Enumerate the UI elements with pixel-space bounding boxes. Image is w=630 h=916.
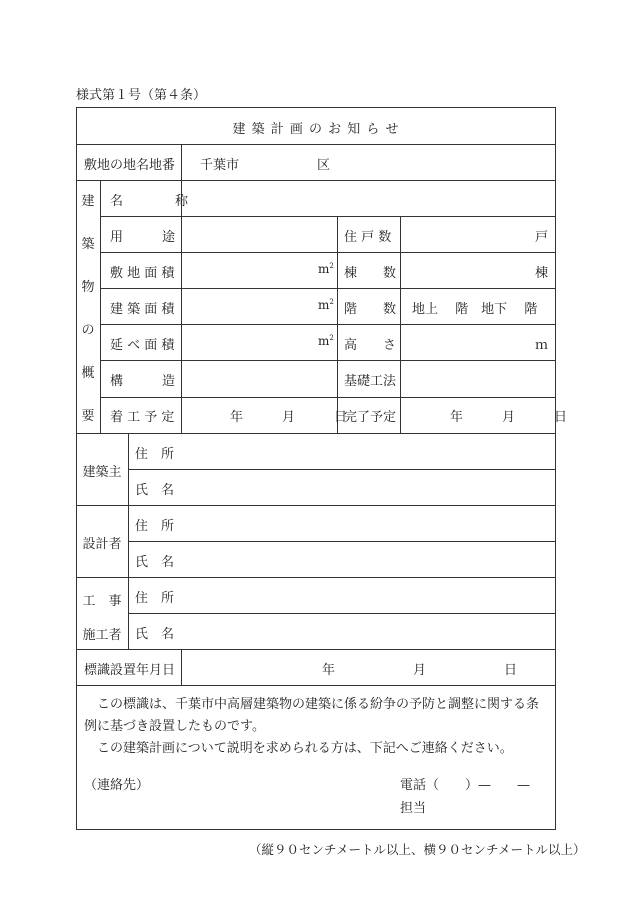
divider (76, 144, 556, 145)
divider (128, 541, 556, 542)
area-unit: $m^2$ (318, 262, 334, 276)
start-label: 着 工 予 定 (110, 410, 175, 425)
foundation-label: 基礎工法 (344, 374, 397, 389)
start-date-value: 年 月 日 (230, 410, 348, 425)
designer-name-label: 氏 名 (135, 555, 175, 570)
use-label: 用 途 (110, 230, 176, 245)
notice-text (84, 694, 550, 760)
divider (76, 649, 556, 650)
building-count-label: 棟 数 (344, 266, 397, 281)
divider (181, 144, 182, 433)
divider (400, 216, 401, 433)
contact-label: （連絡先） (84, 778, 150, 793)
divider (128, 469, 556, 470)
floors-label: 階 数 (344, 302, 397, 317)
dwelling-label: 住 戸 数 (344, 230, 392, 245)
notice-line: この建築計画について説明を求められる方は、下記へご連絡ください。 (97, 741, 513, 756)
contact-person: 担当 (400, 801, 427, 816)
constructor-address-label: 住 所 (135, 591, 175, 606)
complete-date-value: 年 月 日 (450, 410, 568, 425)
overview-heading-char: 要 (81, 409, 95, 424)
contact-phone: 電話（ ）— — (400, 778, 531, 793)
divider (100, 397, 556, 398)
floors-value: 地上 階 地下 階 (412, 302, 538, 317)
site-area-label: 敷 地 面 積 (110, 266, 175, 281)
owner-label: 建築主 (82, 465, 122, 480)
divider (100, 324, 556, 325)
name-label: 名 称 (110, 194, 189, 209)
site-value: 千葉市 区 (200, 158, 331, 173)
divider (100, 288, 556, 289)
divider (128, 613, 556, 614)
building-area-label: 建 築 面 積 (110, 302, 175, 317)
divider (100, 216, 556, 217)
divider (181, 649, 182, 685)
divider (76, 577, 556, 578)
overview-heading-char: 築 (81, 237, 95, 252)
floor-area-label: 延 ベ 面 積 (110, 338, 175, 353)
sign-date-label: 標識設置年月日 (84, 663, 176, 678)
divider (76, 180, 556, 181)
height-label: 高 さ (344, 338, 397, 353)
sign-date-value: 年 月 日 (322, 663, 518, 678)
divider (76, 505, 556, 506)
overview-heading-char: 物 (81, 280, 95, 295)
divider (337, 216, 338, 433)
size-note: （縦９０センチメートル以上、横９０センチメートル以上） (249, 842, 586, 857)
constructor-name-label: 氏 名 (135, 627, 175, 642)
overview-heading-char: 建 (81, 194, 95, 209)
area-unit: $m^2$ (318, 298, 334, 312)
site-label: 敷地の地名地番 (84, 158, 176, 173)
divider (100, 180, 101, 433)
divider (100, 360, 556, 361)
divider (100, 252, 556, 253)
area-unit: $m^2$ (318, 334, 334, 348)
designer-address-label: 住 所 (135, 519, 175, 534)
constructor-label-top: 工 事 (82, 594, 122, 609)
form-title: 建 築 計 画 の お 知 ら せ (232, 122, 400, 137)
owner-name-label: 氏 名 (135, 483, 175, 498)
owner-address-label: 住 所 (135, 447, 175, 462)
designer-label: 設計者 (82, 537, 122, 552)
structure-label: 構 造 (110, 374, 176, 389)
dwelling-unit: 戸 (534, 230, 548, 245)
overview-heading-char: の (81, 323, 95, 338)
complete-label: 完了予定 (344, 410, 397, 425)
constructor-label-bottom: 施工者 (82, 628, 122, 643)
building-count-unit: 棟 (534, 266, 548, 281)
overview-heading-char: 概 (81, 366, 95, 381)
height-unit: ｍ (534, 338, 548, 353)
divider (128, 433, 129, 649)
divider (76, 685, 556, 686)
notice-line: この標識は、千葉市中高層建築物の建築に係る紛争の予防と調整に関する条例に基づき設置したものです。 (84, 697, 540, 734)
form-id: 様式第１号（第４条） (76, 88, 207, 103)
divider (76, 433, 556, 434)
